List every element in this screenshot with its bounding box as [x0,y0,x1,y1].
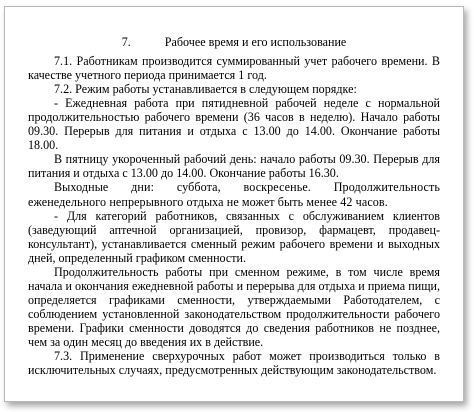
section-number: 7. [121,35,131,49]
paragraph-shift-duration: Продолжительность работы при сменном режиме, в том числе время начала и окончания ежедневной работы и перерыва для отдыха и приема пищи, определяется графиками сменности, утверждаемыми Работодателем, с соблюдением установленной законодательством продолжительности рабочего времени. Графики сменности доводятся до сведения работников не позднее, чем за один месяц до введения их в действие. [28,264,440,349]
paragraph-shift-categories: - Для категорий работников, связанных с обслуживанием клиентов (заведующий аптечной организацией, провизор, фармацевт, продавец-консультант), устанавливается сменный режим рабочего времени и выходных дней, определенный графиком сменности. [28,208,440,265]
paragraph-five-day-week: - Ежедневная работа при пятидневной рабочей неделе с нормальной продолжительностью рабочего времени (36 часов в неделю). Начало работы 09.30. Перерыв для питания и отдыха с 13.00 до 14.00. Окончание работы 18.00. [28,96,440,153]
document-body [28,35,440,377]
paragraph-7-1: 7.1. Работникам производится суммированный учет рабочего времени. В качестве учетного периода принимается 1 год. [28,54,440,83]
paragraph-7-2: 7.2. Режим работы устанавливается в следующем порядке: [54,82,357,97]
paragraph-friday: В пятницу укороченный рабочий день: начало работы 09.30. Перерыв для питания и отдыха с 13.00 до 14.00. Окончание работы 16.30. [28,152,440,181]
document-frame [4,6,464,402]
paragraph-7-3: 7.3. Применение сверхурочных работ может производиться только в исключительных случаях, предусмотренных действующим законодательством. [28,349,440,378]
paragraph-days-off: Выходные дни: суббота, воскресенье. Продолжительность еженедельного непрерывного отдыха не может быть менее 42 часов. [28,180,440,209]
section-title: Рабочее время и его использование [164,35,347,49]
section-heading [28,35,440,49]
